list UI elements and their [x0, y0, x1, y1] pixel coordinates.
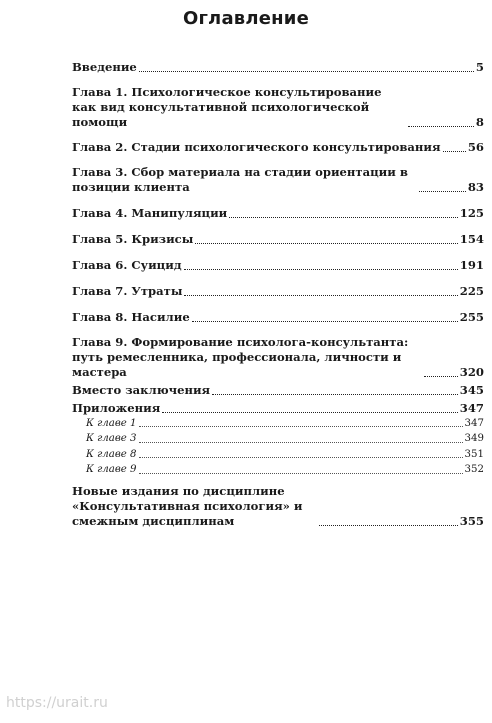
- toc-entry-text: Глава 1. Психологическое консультирование как вид консультативной психологической помощи: [72, 85, 382, 129]
- toc-entry-page: 320: [459, 365, 484, 379]
- toc-entry-page: 352: [464, 464, 484, 476]
- toc-subentry-appendix-chapter-3[interactable]: [72, 432, 484, 445]
- toc-entry-chapter-1[interactable]: [72, 85, 484, 130]
- watermark: https://urait.ru: [6, 695, 108, 711]
- leader-dots: [139, 457, 463, 458]
- toc-entry-introduction[interactable]: [72, 60, 484, 75]
- leader-dots: [195, 243, 457, 244]
- toc-entry-page: 255: [459, 310, 484, 324]
- leader-dots: [319, 525, 458, 526]
- leader-dots: [139, 473, 463, 474]
- leader-dots: [184, 295, 457, 296]
- toc-entry-text: Глава 7. Утраты: [72, 284, 183, 298]
- leader-dots: [139, 71, 474, 72]
- toc-entry-text: Приложения: [72, 401, 161, 415]
- toc-entry-text: Глава 3. Сбор материала на стадии ориентации в позиции клиента: [72, 165, 408, 194]
- toc-entry-text: Новые издания по дисциплине «Консультативная психология» и смежным дисциплинам: [72, 483, 303, 528]
- leader-dots: [139, 426, 463, 427]
- toc-entry-page: 5: [475, 60, 484, 74]
- leader-dots: [443, 151, 466, 152]
- toc-entry-chapter-9[interactable]: [72, 335, 484, 380]
- toc-entry-text: Глава 9. Формирование психолога-консультанта: путь ремесленника, профессионала, личности и мастера: [72, 335, 409, 379]
- leader-dots: [424, 376, 458, 377]
- toc-entry-page: 225: [459, 284, 484, 298]
- toc-entry-text: К главе 3: [86, 433, 137, 445]
- toc-subentry-appendix-chapter-8[interactable]: [72, 448, 484, 461]
- toc-entry-new-editions[interactable]: [72, 484, 484, 529]
- toc-entry-text: Глава 5. Кризисы: [72, 232, 194, 246]
- toc-entry-text: К главе 9: [86, 464, 137, 476]
- toc-entry-page: 347: [459, 401, 484, 415]
- toc-entry-chapter-7[interactable]: [72, 284, 484, 299]
- toc-entry-appendices[interactable]: [72, 401, 484, 416]
- toc-entry-page: 351: [464, 448, 484, 460]
- toc-entry-page: 191: [459, 258, 484, 272]
- leader-dots: [229, 217, 458, 218]
- page-title: Оглавление: [182, 8, 310, 29]
- toc-entry-page: 83: [467, 180, 484, 194]
- toc-entry-text: Введение: [72, 60, 137, 74]
- toc-entry-text: Глава 4. Манипуляции: [72, 206, 228, 220]
- leader-dots: [408, 126, 474, 127]
- table-of-contents: [72, 60, 484, 529]
- toc-entry-text: К главе 8: [86, 448, 137, 460]
- leader-dots: [192, 321, 458, 322]
- toc-entry-text: К главе 1: [86, 418, 137, 429]
- toc-entry-page: 347: [464, 418, 484, 429]
- toc-entry-text: Вместо заключения: [72, 383, 211, 397]
- toc-entry-text: Глава 6. Суицид: [72, 258, 182, 272]
- toc-entry-page: 355: [459, 513, 484, 528]
- toc-entry-page: 345: [459, 383, 484, 397]
- toc-entry-chapter-4[interactable]: [72, 206, 484, 221]
- toc-entry-page: 56: [467, 140, 484, 154]
- leader-dots: [419, 191, 466, 192]
- toc-entry-text: Глава 8. Насилие: [72, 310, 190, 324]
- toc-entry-page: 349: [464, 433, 484, 445]
- toc-subentry-appendix-chapter-9[interactable]: [72, 463, 484, 476]
- toc-subentry-appendix-chapter-1[interactable]: [72, 417, 484, 430]
- leader-dots: [139, 442, 463, 443]
- leader-dots: [162, 412, 458, 413]
- toc-entry-chapter-8[interactable]: [72, 310, 484, 325]
- toc-entry-page: 125: [459, 206, 484, 220]
- toc-entry-chapter-3[interactable]: [72, 165, 484, 195]
- toc-entry-conclusion[interactable]: [72, 383, 484, 398]
- toc-entry-chapter-2[interactable]: [72, 140, 484, 155]
- toc-entry-text: Глава 2. Стадии психологического консультирования: [72, 140, 441, 154]
- leader-dots: [212, 394, 458, 395]
- toc-entry-page: 154: [459, 232, 484, 246]
- toc-entry-page: 8: [475, 115, 484, 129]
- toc-entry-chapter-6[interactable]: [72, 258, 484, 273]
- leader-dots: [184, 269, 458, 270]
- toc-entry-chapter-5[interactable]: [72, 232, 484, 247]
